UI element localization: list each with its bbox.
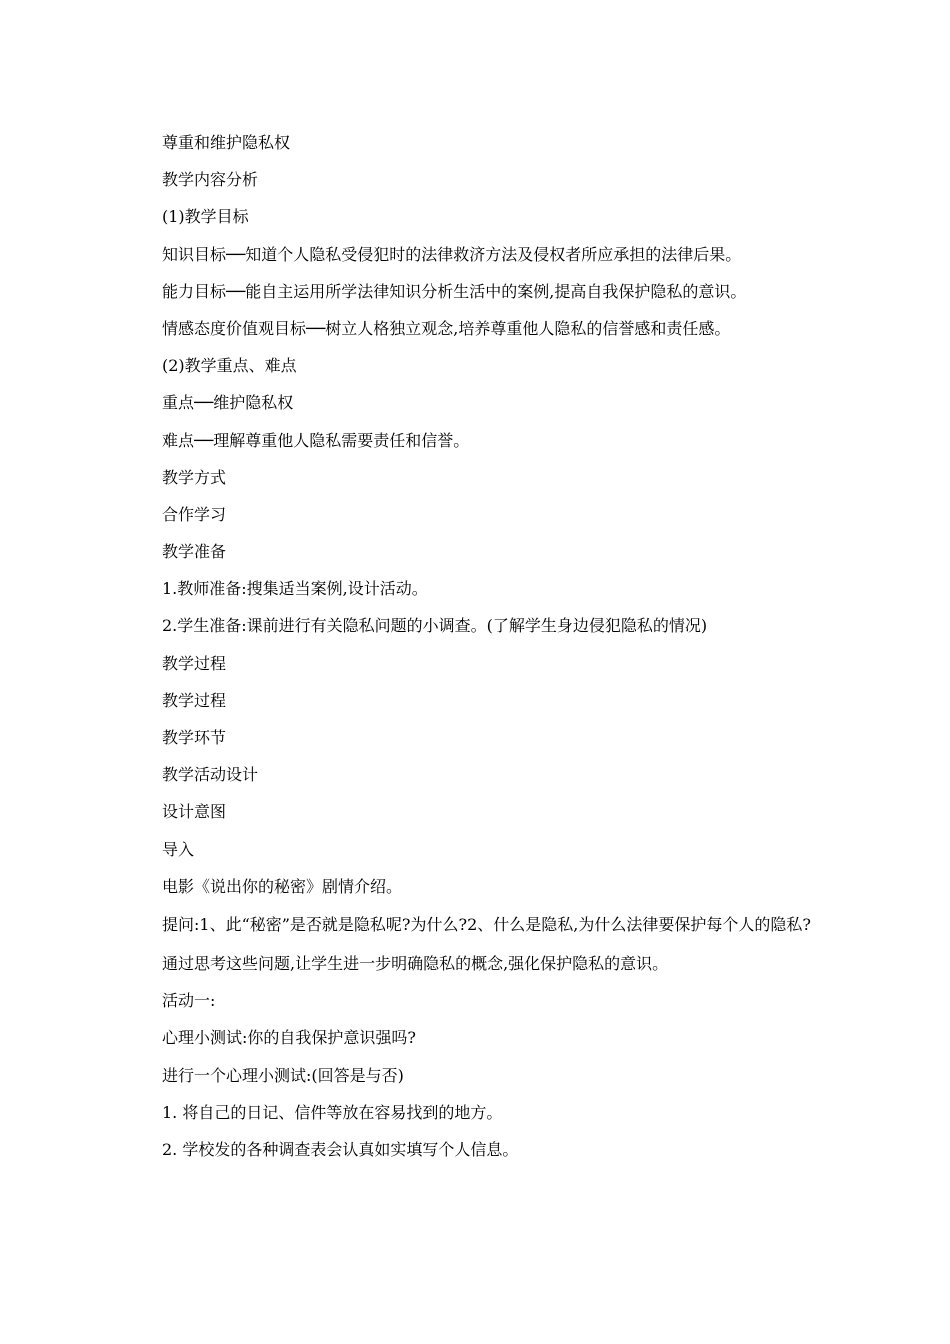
section-heading: 教学内容分析 (162, 170, 259, 190)
section-heading: 教学准备 (162, 542, 227, 562)
paragraph: 心理小测试:你的自我保护意识强吗? (162, 1028, 416, 1048)
paragraph: 情感态度价值观目标──树立人格独立观念,培养尊重他人隐私的信誉感和责任感。 (162, 318, 731, 338)
paragraph: 通过思考这些问题,让学生进一步明确隐私的概念,强化保护隐私的意识。 (162, 953, 669, 973)
paragraph: 提问:1、此“秘密”是否就是隐私呢?为什么?2、什么是隐私,为什么法律要保护每个人的隐私? (162, 914, 811, 934)
paragraph: 合作学习 (162, 504, 227, 524)
paragraph: 教学活动设计 (162, 765, 259, 785)
paragraph: 导入 (162, 839, 195, 859)
paragraph: 能力目标──能自主运用所学法律知识分析生活中的案例,提高自我保护隐私的意识。 (162, 281, 747, 301)
paragraph: 难点──理解尊重他人隐私需要责任和信誉。 (162, 430, 470, 450)
paragraph: 进行一个心理小测试:(回答是与否) (162, 1065, 404, 1085)
paragraph: 知识目标──知道个人隐私受侵犯时的法律救济方法及侵权者所应承担的法律后果。 (162, 244, 742, 264)
paragraph: 教学过程 (162, 690, 227, 710)
paragraph: 1.教师准备:搜集适当案例,设计活动。 (162, 579, 428, 599)
paragraph: 教学环节 (162, 728, 227, 747)
paragraph: 电影《说出你的秘密》剧情介绍。 (162, 876, 403, 896)
paragraph: 设计意图 (162, 802, 227, 822)
paragraph: 2.学生准备:课前进行有关隐私问题的小调查。(了解学生身边侵犯隐私的情况) (162, 616, 708, 636)
subsection-heading: (1)教学目标 (162, 207, 249, 227)
list-item: 2. 学校发的各种调查表会认真如实填写个人信息。 (162, 1139, 519, 1159)
section-heading: 教学方式 (162, 467, 227, 487)
subsection-heading: (2)教学重点、难点 (162, 356, 297, 376)
section-heading: 教学过程 (162, 653, 227, 673)
paragraph: 活动一: (162, 991, 216, 1011)
list-item: 1. 将自己的日记、信件等放在容易找到的地方。 (162, 1102, 503, 1122)
paragraph: 重点──维护隐私权 (162, 393, 294, 413)
document-title: 尊重和维护隐私权 (162, 133, 291, 152)
document-body (144, 124, 814, 1168)
